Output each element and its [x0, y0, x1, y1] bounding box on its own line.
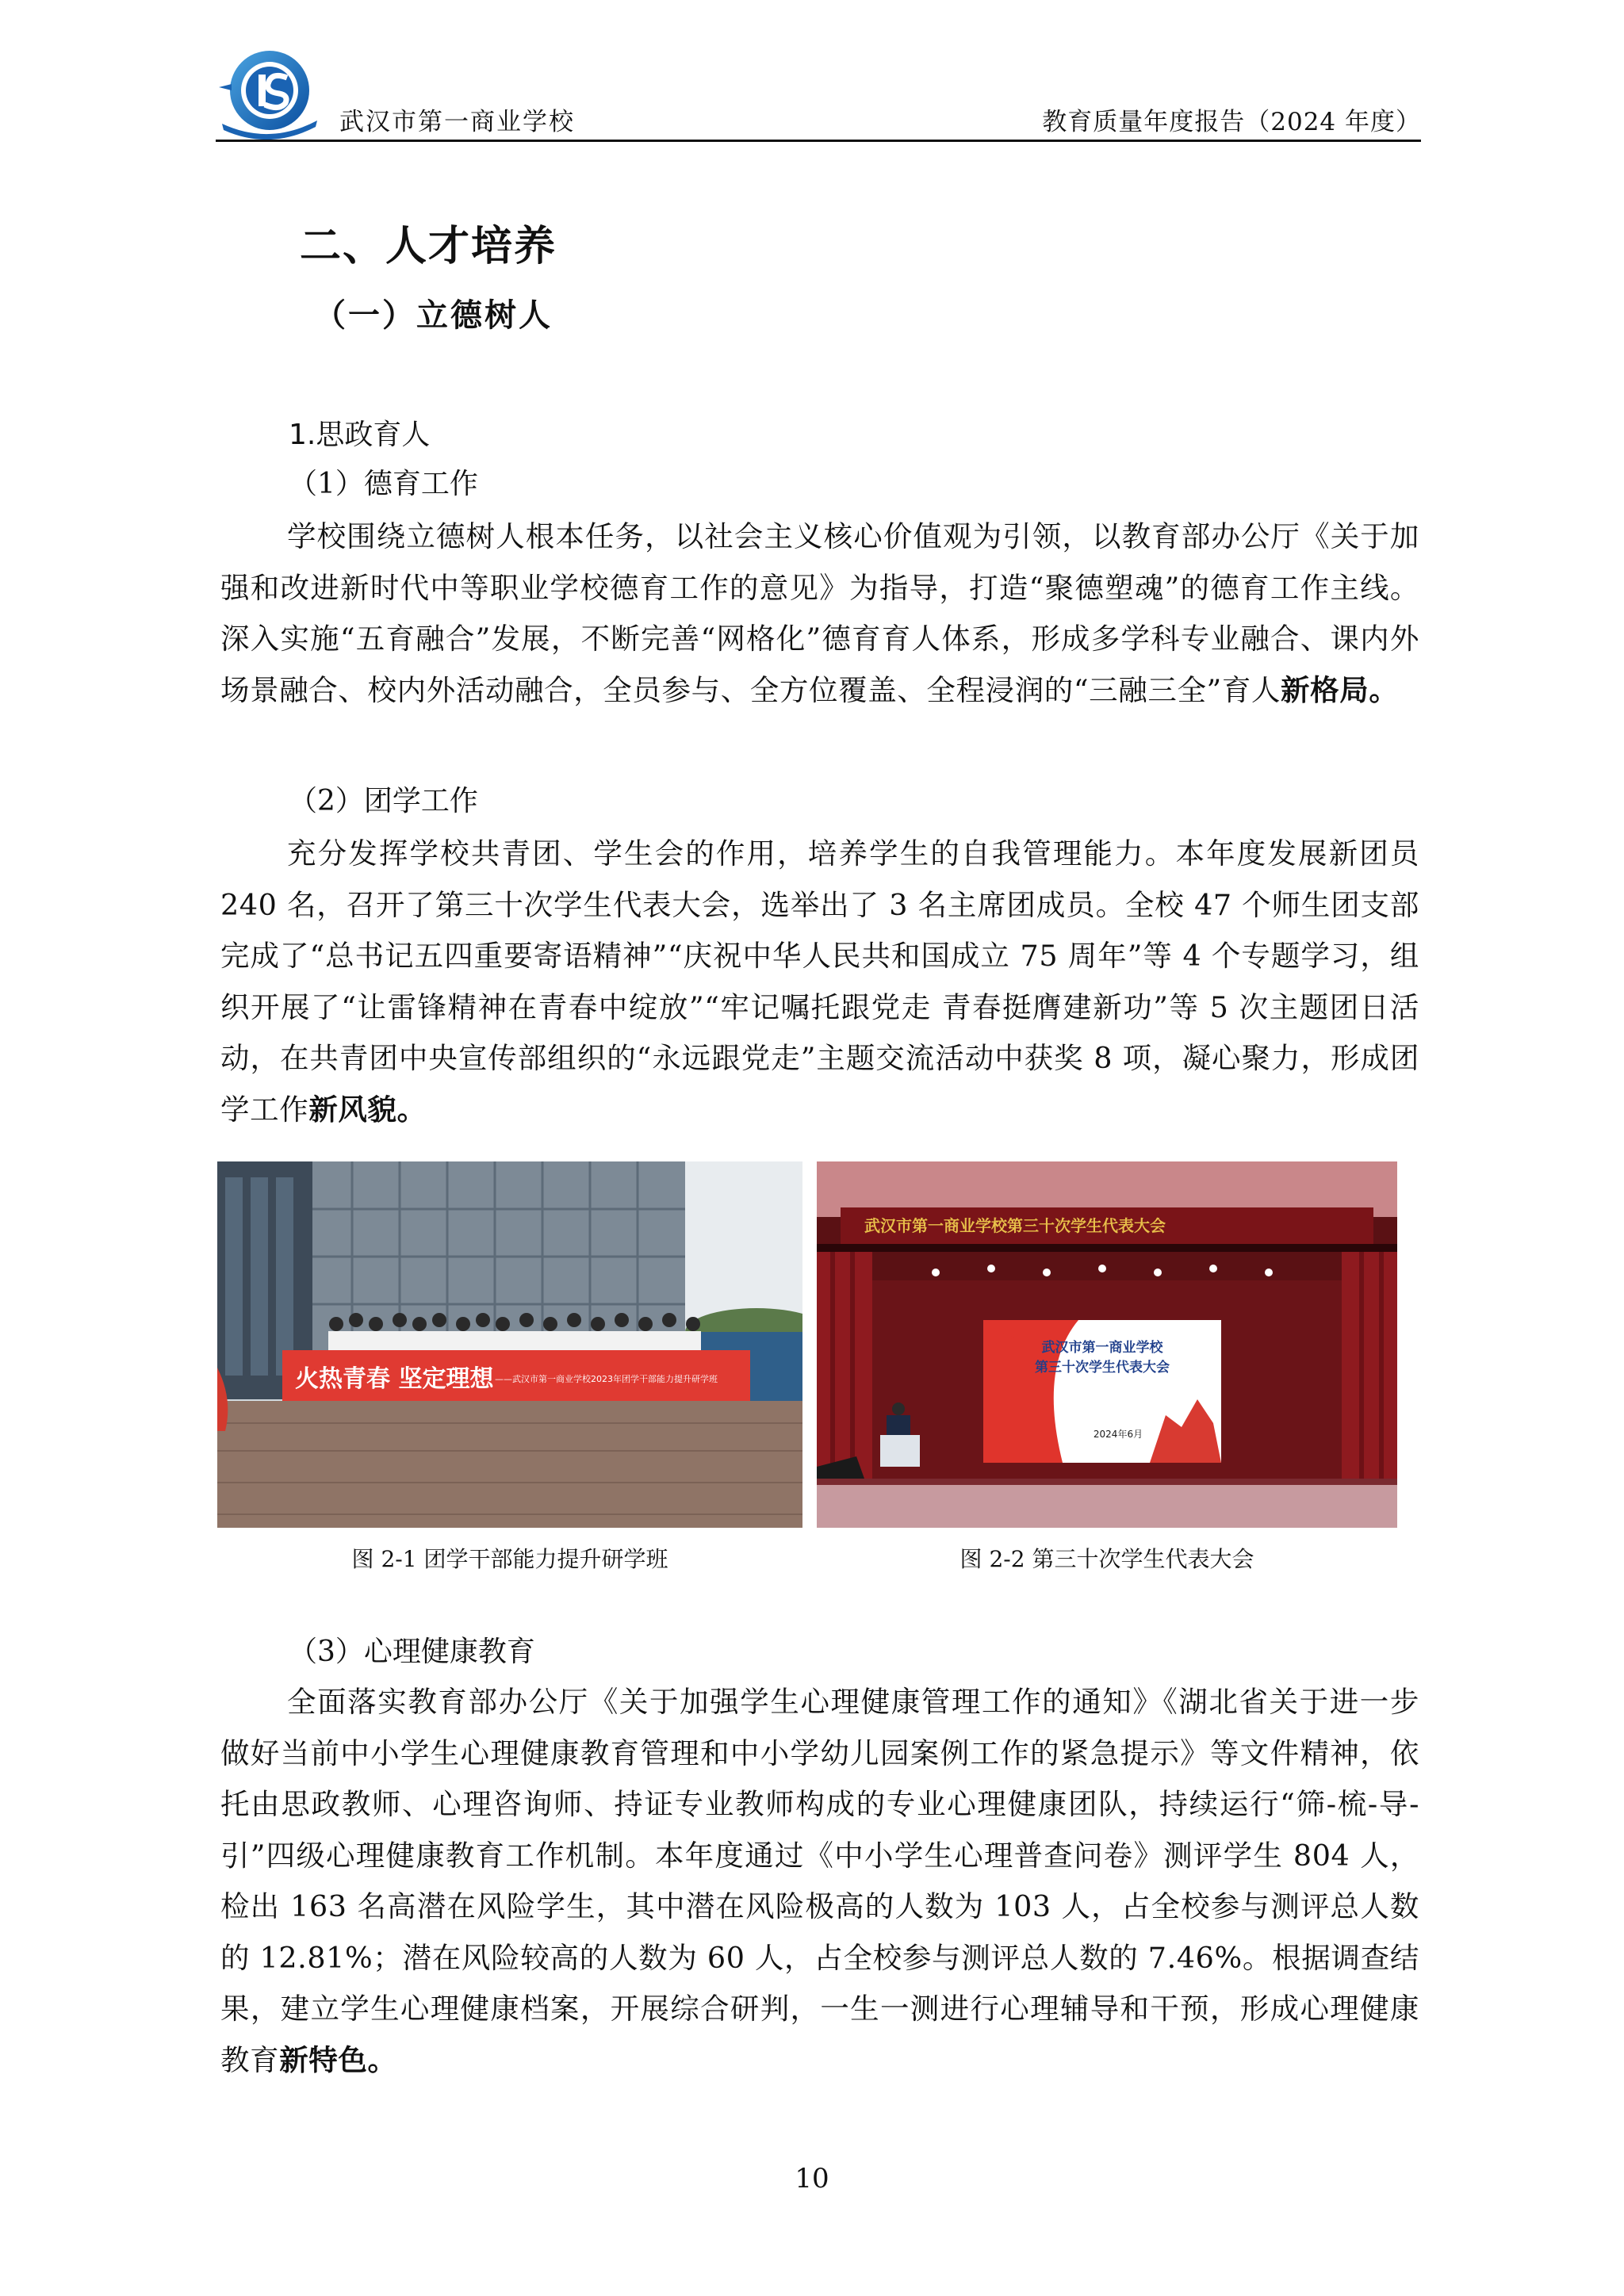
item-title: 1.思政育人	[289, 419, 431, 451]
screen-line-1: 武汉市第一商业学校	[1041, 1340, 1163, 1356]
part2-highlight: 新风貌。	[308, 1092, 427, 1127]
part1-paragraph	[220, 511, 1419, 716]
school-logo-icon	[216, 48, 324, 143]
report-title: 教育质量年度报告（2024 年度）	[1042, 108, 1421, 136]
section-title: 二、人才培养	[300, 223, 557, 270]
section-subtitle: （一）立德树人	[314, 297, 553, 334]
part1-highlight: 新格局。	[1281, 672, 1399, 707]
part2-title: （2）团学工作	[289, 785, 478, 817]
school-name: 武汉市第一商业学校	[339, 108, 575, 136]
banner-sub-text: ——武汉市第一商业学校2023年团学干部能力提升研学班	[495, 1374, 718, 1384]
part2-paragraph	[220, 828, 1419, 1135]
figure-congress-photo	[817, 1161, 1397, 1528]
part3-highlight: 新特色。	[279, 2042, 397, 2077]
banner-main-text: 火热青春 坚定理想	[295, 1365, 494, 1393]
part3-text: 全面落实教育部办公厅《关于加强学生心理健康管理工作的通知》《湖北省关于进一步做好当前中小学生心理健康教育管理和中小学幼儿园案例工作的紧急提示》等文件精神，依托由思政教师、心理咨询师、持证专业教师构成的专业心理健康团队，持续运行“筛-梳-导-引”四级心理健康教育工作机制。本年度通过《中小学生心理普查问卷》测评学生 804 人，检出 163 名高潜在风险学生，其中潜在风险极高的人数为 103 人，占全校参与测评总人数的 12.81%；潜在风险较高的人数为 60 人，占全校参与测评总人数的 7.46%。根据调查结果，建立学生心理健康档案，开展综合研判，一生一测进行心理辅导和干预，形成心理健康教育	[220, 1685, 1419, 2077]
page-header	[216, 48, 1421, 143]
svg-text:武汉市第一商业学校第三十次学生代表大会: 武汉市第一商业学校第三十次学生代表大会	[864, 1216, 1166, 1235]
screen-date: 2024年6月	[1093, 1429, 1143, 1440]
part3-title: （3）心理健康教育	[289, 1636, 535, 1668]
header-divider	[216, 140, 1421, 142]
screen-line-2: 第三十次学生代表大会	[1035, 1360, 1170, 1376]
part1-text: 学校围绕立德树人根本任务，以社会主义核心价值观为引领，以教育部办公厅《关于加强和改进新时代中等职业学校德育工作的意见》为指导，打造“聚德塑魂”的德育工作主线。深入实施“五育融合”发展，不断完善“网格化”德育育人体系，形成多学科专业融合、课内外场景融合、校内外活动融合，全员参与、全方位覆盖、全程浸润的“三融三全”育人	[220, 519, 1419, 707]
figure-caption-1: 图 2-1 团学干部能力提升研学班	[351, 1546, 668, 1572]
page-number: 10	[795, 2163, 829, 2195]
part2-text: 充分发挥学校共青团、学生会的作用，培养学生的自我管理能力。本年度发展新团员 240 名，召开了第三十次学生代表大会，选举出了 3 名主席团成员。全校 47 个师生团支部完成了“总书记五四重要寄语精神”“庆祝中华人民共和国成立 75 周年”等 4 个专题学习，组织开展了“让雷锋精神在青春中绽放”“牢记嘱托跟党走 青春挺膺建新功”等 5 次主题团日活动，在共青团中央宣传部组织的“永远跟党走”主题交流活动中获奖 8 项，凝心聚力，形成团学工作	[220, 836, 1419, 1127]
part3-paragraph	[220, 1677, 1419, 2086]
figure-caption-2: 图 2-2 第三十次学生代表大会	[959, 1546, 1254, 1572]
part1-title: （1）德育工作	[289, 468, 478, 500]
figure-group-photo	[217, 1161, 802, 1528]
